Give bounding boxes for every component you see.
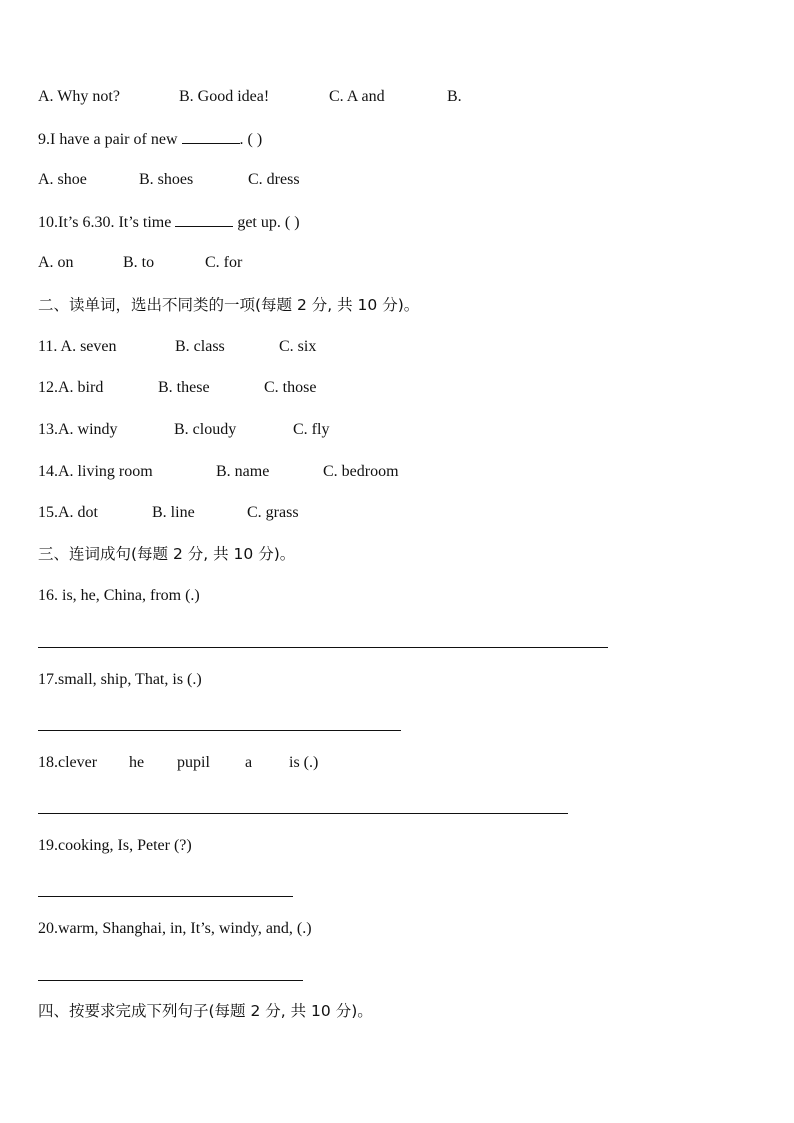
question-10	[38, 212, 300, 233]
q14-option-c: C. bedroom	[323, 463, 399, 480]
q15-option-b: B. line	[152, 504, 195, 521]
q12-option-a: 12.A. bird	[38, 379, 104, 396]
q9-option-a: A. shoe	[38, 171, 87, 188]
q14-option-a: 14.A. living room	[38, 463, 153, 480]
q12-option-c: C. those	[264, 379, 317, 396]
q8-option-b: B. Good idea!	[179, 88, 270, 105]
q16-answer-line[interactable]	[38, 647, 608, 648]
question-17: 17.small, ship, That, is (.)	[38, 671, 202, 688]
q11-option-b: B. class	[175, 338, 225, 355]
q12-option-b: B. these	[158, 379, 210, 396]
q9-option-b: B. shoes	[139, 171, 194, 188]
q18-word-5: is (.)	[289, 754, 319, 771]
q13-option-c: C. fly	[293, 421, 330, 438]
question-20: 20.warm, Shanghai, in, It’s, windy, and, (.)	[38, 920, 312, 937]
q18-word-4: a	[245, 754, 253, 771]
q9-stem-start: 9.I have a pair of new	[38, 131, 182, 148]
section-2-heading: 二、读单词，选出不同类的一项(每题 2 分, 共 10 分)。	[38, 296, 420, 314]
q10-option-a: A. on	[38, 254, 74, 271]
q18-word-1: 18.clever	[38, 754, 98, 771]
q8-option-c-cont: B.	[447, 88, 462, 105]
q14-option-b: B. name	[216, 463, 270, 480]
q19-answer-line[interactable]	[38, 896, 293, 897]
q13-option-b: B. cloudy	[174, 421, 237, 438]
q8-option-c: C. A and	[329, 88, 385, 105]
question-9	[38, 129, 262, 150]
q18-word-2: he	[129, 754, 145, 771]
q10-stem-start: 10.It’s 6.30. It’s time	[38, 214, 176, 231]
q13-option-a: 13.A. windy	[38, 421, 118, 438]
q9-blank	[182, 129, 240, 144]
q20-answer-line[interactable]	[38, 980, 303, 981]
q10-option-b: B. to	[123, 254, 155, 271]
q17-answer-line[interactable]	[38, 730, 401, 731]
q8-option-a: A. Why not?	[38, 88, 120, 105]
q9-option-c: C. dress	[248, 171, 300, 188]
section-4-heading: 四、按要求完成下列句子(每题 2 分, 共 10 分)。	[38, 1002, 373, 1020]
q11-option-a: 11. A. seven	[38, 338, 117, 355]
q9-stem-end: . ( )	[239, 131, 263, 148]
section-3-heading: 三、连词成句(每题 2 分, 共 10 分)。	[38, 545, 296, 563]
q15-option-c: C. grass	[247, 504, 299, 521]
q18-answer-line[interactable]	[38, 813, 568, 814]
q18-word-3: pupil	[177, 754, 210, 771]
q11-option-c: C. six	[279, 338, 317, 355]
q15-option-a: 15.A. dot	[38, 504, 98, 521]
q10-option-c: C. for	[205, 254, 243, 271]
q10-stem-end: get up. ( )	[233, 214, 300, 231]
question-16: 16. is, he, China, from (.)	[38, 587, 200, 604]
q10-blank	[175, 212, 233, 227]
question-19: 19.cooking, Is, Peter (?)	[38, 837, 192, 854]
